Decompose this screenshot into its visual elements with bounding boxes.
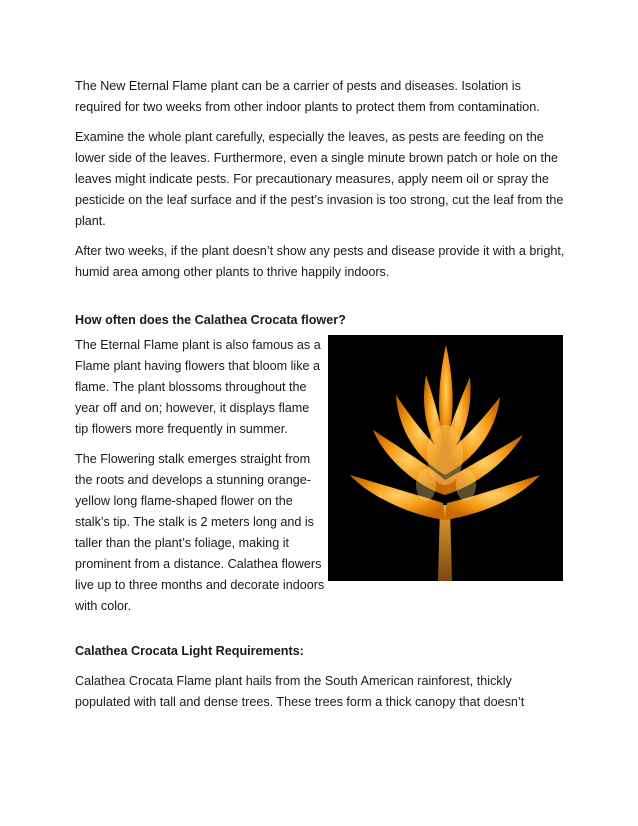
intro-paragraph-3: After two weeks, if the plant doesn’t show any pests and disease provide it with a bright, humid area among other plants to thrive happily indoors. xyxy=(75,244,565,279)
light-paragraph-1: Calathea Crocata Flame plant hails from the South American rainforest, thickly populated with tall and dense trees. These trees form a thick canopy that doesn’t xyxy=(75,674,525,709)
flowering-section xyxy=(75,335,567,625)
section-spacer xyxy=(75,292,567,310)
intro-paragraph-1: The New Eternal Flame plant can be a carrier of pests and diseases. Isolation is required for two weeks from other indoor plants to protect them from contamination. xyxy=(75,79,540,114)
intro-paragraph-2: Examine the whole plant carefully, especially the leaves, as pests are feeding on the lower side of the leaves. Furthermore, even a single minute brown patch or hole on the leaves might indicate pests. For precautionary measures, apply neem oil or spray the pesticide on the leaf surface and if the pest’s invasion is too strong, cut the leaf from the plant. xyxy=(75,130,564,228)
section-heading-light: Calathea Crocata Light Requirements: xyxy=(75,644,304,658)
document-page xyxy=(75,76,567,722)
flowering-text-column xyxy=(75,335,325,626)
section-spacer xyxy=(75,625,567,641)
flowering-paragraph-1: The Eternal Flame plant is also famous as a Flame plant having flowers that bloom like a flame. The plant blossoms throughout the year off and on; however, it displays flame tip flowers more frequently in summer. xyxy=(75,338,321,436)
section-heading-flowering: How often does the Calathea Crocata flower? xyxy=(75,313,346,327)
flowering-paragraph-2: The Flowering stalk emerges straight from the roots and develops a stunning orange-yellow long flame-shaped flower on the stalk’s tip. The stalk is 2 meters long and is taller than the plant’s foliage, making it prominent from a distance. Calathea flowers live up to three months and decorate indoors with color. xyxy=(75,452,325,613)
flame-flower-illustration xyxy=(328,335,563,581)
flame-flower-photo xyxy=(328,335,563,581)
